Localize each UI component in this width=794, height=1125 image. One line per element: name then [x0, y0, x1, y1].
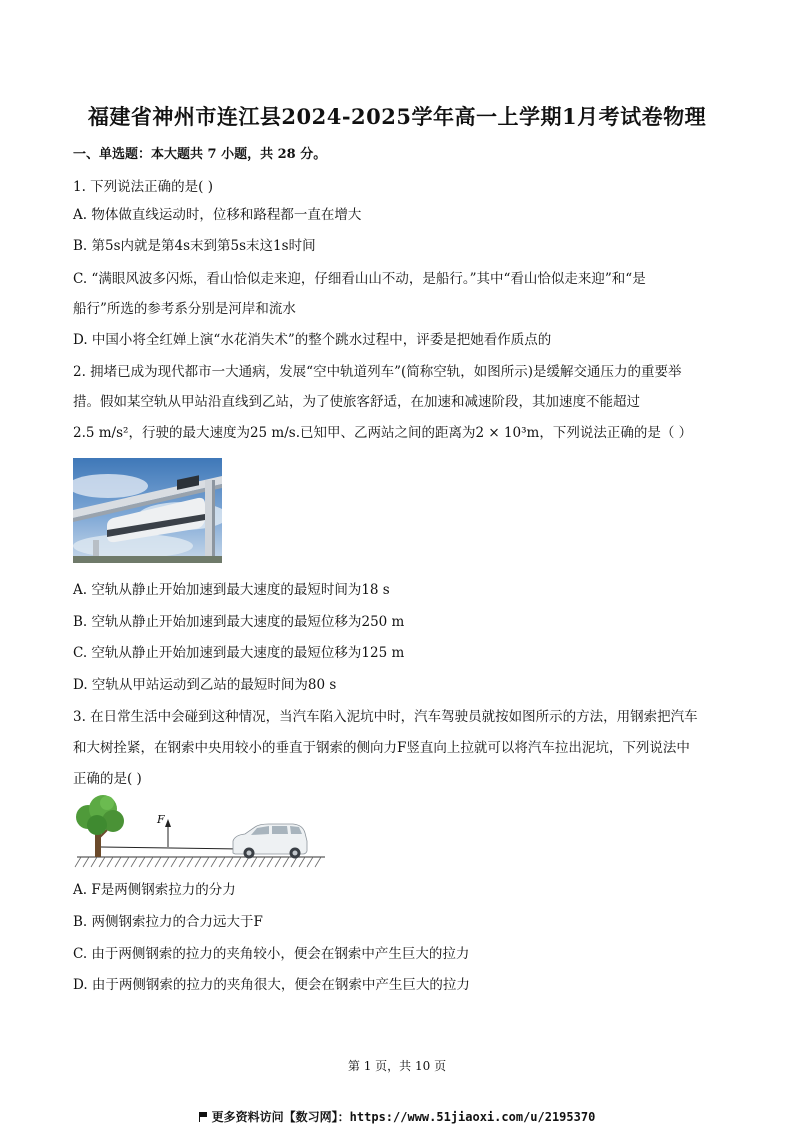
section-heading: 一、单选题：本大题共 7 小题，共 28 分。	[73, 147, 327, 162]
q1-option-a: A. 物体做直线运动时，位移和路程都一直在增大	[73, 207, 362, 223]
q3-option-a: A. F是两侧钢索拉力的分力	[73, 882, 236, 898]
q2-option-d: D. 空轨从甲站运动到乙站的最短时间为80 s	[73, 677, 337, 693]
q3-option-b: B. 两侧钢索拉力的合力远大于F	[73, 914, 263, 930]
q2-stem-line2: 措。假如某空轨从甲站沿直线到乙站，为了使旅客舒适，在加速和减速阶段，其加速度不能超过	[73, 394, 640, 410]
q3-stem-line3: 正确的是( )	[73, 771, 142, 787]
q3-stem-line2: 和大树拴紧，在钢索中央用较小的垂直于钢索的侧向力F竖直向上拉就可以将汽车拉出泥坑，下列说法中	[73, 740, 690, 756]
page-title: 福建省神州市连江县2024-2025学年高一上学期1月考试卷物理	[87, 104, 707, 129]
q2-stem-line1: 2. 拥堵已成为现代都市一大通病，发展“空中轨道列车”(简称空轨，如图所示)是缓解交通压力的重要举	[73, 364, 682, 380]
force-label: F	[157, 813, 165, 826]
promo-text: 更多资料访问【数习网】：https://www.51jiaoxi.com/u/2195370	[211, 1110, 596, 1124]
q2-option-c: C. 空轨从静止开始加速到最大速度的最短位移为125 m	[73, 645, 405, 661]
q3-option-c: C. 由于两侧钢索的拉力的夹角较小，便会在钢索中产生巨大的拉力	[73, 946, 470, 962]
q1-option-c-line2: 船行”所选的参考系分别是河岸和流水	[73, 301, 296, 317]
q1-stem: 1. 下列说法正确的是( )	[73, 179, 213, 195]
promo-link[interactable]	[0, 1108, 794, 1125]
tree-car-rope-diagram	[73, 795, 325, 873]
q2-option-b: B. 空轨从静止开始加速到最大速度的最短位移为250 m	[73, 614, 405, 630]
monorail-photo	[73, 458, 222, 563]
page-number: 第 1 页，共 10 页	[347, 1059, 447, 1073]
q3-option-d: D. 由于两侧钢索的拉力的夹角很大，便会在钢索中产生巨大的拉力	[73, 977, 470, 993]
q2-stem-line3: 2.5 m/s²，行驶的最大速度为25 m/s.已知甲、乙两站之间的距离为2 × 10³m，下列说法正确的是（ ）	[73, 425, 693, 441]
q1-option-c-line1: C. “满眼风波多闪烁，看山恰似走来迎，仔细看山山不动，是船行。”其中“看山恰似走来迎”和“是	[73, 271, 646, 287]
q1-option-d: D. 中国小将全红婵上演“水花消失术”的整个跳水过程中，评委是把她看作质点的	[73, 332, 552, 348]
flag-icon	[199, 1112, 208, 1122]
q1-option-b: B. 第5s内就是第4s末到第5s末这1s时间	[73, 238, 316, 254]
q3-stem-line1: 3. 在日常生活中会碰到这种情况，当汽车陷入泥坑中时，汽车驾驶员就按如图所示的方法，用钢索把汽车	[73, 709, 698, 725]
q2-option-a: A. 空轨从静止开始加速到最大速度的最短时间为18 s	[73, 582, 390, 598]
